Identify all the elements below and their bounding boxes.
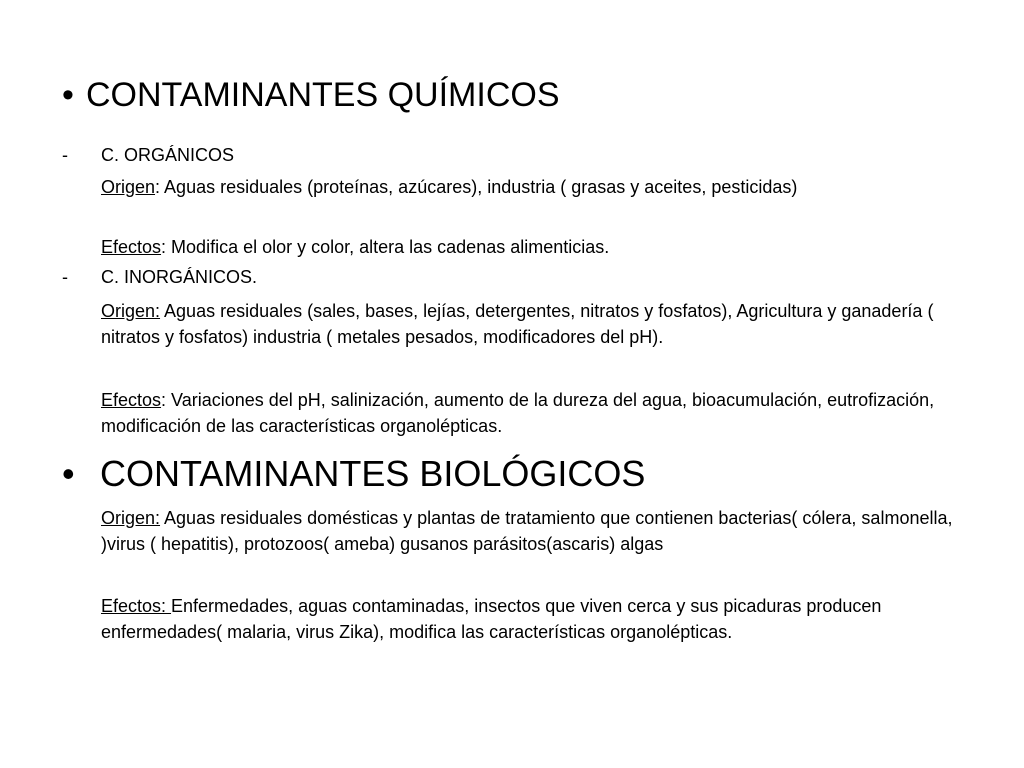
origen-text: Aguas residuales (proteínas, azúcares), industria ( grasas y aceites, pesticidas) xyxy=(160,177,798,197)
inorganicos-origen-paragraph xyxy=(101,298,981,350)
efectos-label: Efectos: xyxy=(101,596,172,616)
subheading-organicos: C. ORGÁNICOS xyxy=(101,145,235,165)
organicos-origen-paragraph xyxy=(101,174,981,200)
efectos-text: Modifica el olor y color, altera las cadenas alimenticias. xyxy=(166,237,610,257)
bullet-icon: • xyxy=(62,453,75,494)
origen-label: Origen: xyxy=(101,301,161,321)
efectos-text: Variaciones del pH, salinización, aumento de la dureza del agua, bioacumulación, eutrofización, modificación de las características organolépticas. xyxy=(101,390,935,436)
subheading-inorganicos: C. INORGÁNICOS. xyxy=(101,267,258,287)
heading-contaminantes-biologicos xyxy=(62,453,646,494)
bullet-icon: • xyxy=(62,76,74,114)
efectos-text: Enfermedades, aguas contaminadas, insectos que viven cerca y sus picaduras producen enfermedades( malaria, virus Zika), modifica las características organolépticas. xyxy=(101,596,882,642)
biologicos-origen-paragraph xyxy=(101,505,981,557)
origen-text: Aguas residuales (sales, bases, lejías, detergentes, nitratos y fosfatos), Agricultura y ganadería ( nitratos y fosfatos) industria ( metales pesados, modificadores del pH). xyxy=(101,301,934,347)
heading-text: CONTAMINANTES BIOLÓGICOS xyxy=(100,453,646,494)
dash-marker: - xyxy=(62,267,68,287)
origen-label: Origen: xyxy=(101,508,161,528)
inorganicos-efectos-paragraph xyxy=(101,387,981,439)
efectos-sep: : xyxy=(161,237,167,257)
heading-contaminantes-quimicos xyxy=(62,78,560,112)
biologicos-efectos-paragraph xyxy=(101,593,981,645)
heading-text: CONTAMINANTES QUÍMICOS xyxy=(86,76,560,114)
origen-label: Origen xyxy=(101,177,156,197)
origen-sep: : xyxy=(155,177,161,197)
organicos-efectos-paragraph xyxy=(101,234,981,260)
dash-marker: - xyxy=(62,145,68,165)
origen-text: Aguas residuales domésticas y plantas de tratamiento que contienen bacterias( cólera, salmonella, )virus ( hepatitis), protozoos( ameba) gusanos parásitos(ascaris) algas xyxy=(101,508,953,554)
efectos-sep: : xyxy=(161,390,167,410)
efectos-label: Efectos xyxy=(101,390,162,410)
efectos-label: Efectos xyxy=(101,237,162,257)
